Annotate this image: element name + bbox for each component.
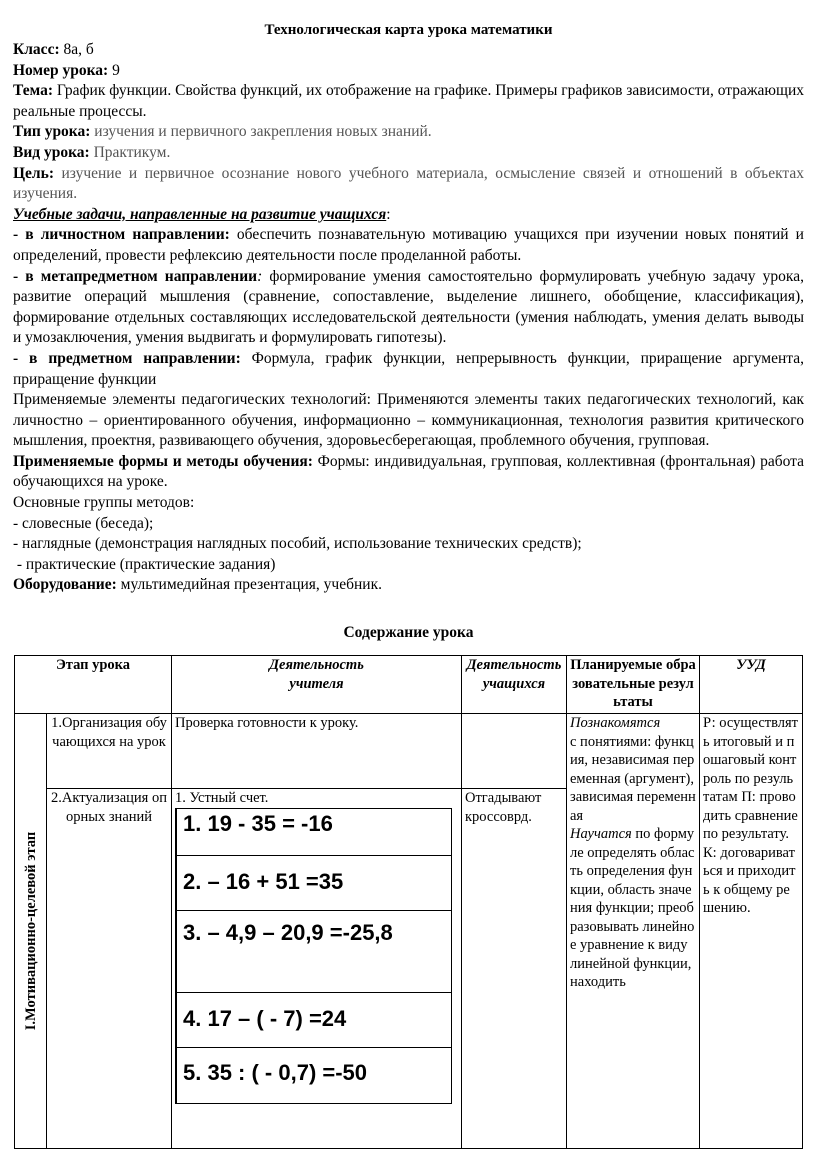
table-row [15, 714, 803, 789]
class-label: Класс: [13, 41, 60, 58]
method-item: - наглядные (демонстрация наглядных пособий, использование технических средств); [13, 535, 582, 553]
stage-2-students: Отгадывают кроссоврд. [462, 789, 567, 1149]
results-cell [567, 714, 700, 1149]
equipment-line [13, 575, 804, 596]
class-line [13, 40, 804, 61]
technologies-paragraph: Применяемые элементы педагогических технологий: Применяются элементы таких педагогических технологий, как личностно – ориентированного обучения, информационно – коммуникационная, технология развития критического мышления, проектня, развивающего обучения, здоровьесберегающая, проблемного обучения, групповая. [13, 391, 804, 450]
tasks-heading-line [13, 205, 804, 226]
forms-line [13, 452, 804, 493]
header-results: Планируемые образовательные результаты [567, 656, 700, 714]
results-text-2: по формуле определять область определения функции, область значения функции; преобразовывать линейное уравнение к виду линейной функции, находить [570, 826, 695, 990]
lesson-kind-value: Практикум. [89, 143, 171, 161]
stage-2-teacher-text: 1. Устный счет. [175, 790, 269, 806]
goal-value: изучение и первичное осознание нового учебного материала, осмысление связей и отношений в объектах изучения. [13, 164, 804, 203]
results-italic-1: Познакомятся [570, 715, 661, 731]
header-uud: УУД [700, 656, 803, 714]
table-header-row [15, 656, 803, 714]
stage-2-cell: 2.Актуализация опорных знаний [47, 789, 172, 1149]
header-teacher: Деятельность учителя [172, 656, 462, 714]
calc-item: 5. 35 : ( - 0,7) =-50 [175, 1048, 452, 1104]
method-item: - практические (практические задания) [13, 555, 276, 573]
equipment-label: Оборудование: [13, 576, 117, 594]
class-value: 8а, б [59, 41, 94, 58]
topic-line [13, 81, 804, 122]
meta-colon: : [257, 267, 263, 285]
stage-2-teacher [172, 789, 462, 1149]
method-item: - словесные (беседа); [13, 514, 154, 532]
header-stage: Этап урока [15, 656, 172, 714]
uud-cell: Р: осуществлять итоговый и пошаговый контроль по результатам П: проводить сравнение по результату. К: договариваться и приходить к общему решению. [700, 714, 803, 1149]
lesson-number-label: Номер урока: [13, 61, 109, 79]
lesson-kind-line [13, 143, 804, 164]
goal-label: Цель: [13, 164, 54, 182]
lesson-number-value: 9 [108, 61, 120, 79]
results-italic-2: Научатся [570, 826, 632, 842]
calc-item: 2. – 16 + 51 =35 [175, 856, 452, 911]
goal-line [13, 164, 804, 205]
equipment-value: мультимедийная презентация, учебник. [116, 576, 382, 594]
results-text-1: с понятиями: функция, независимая переменная (аргумент), зависимая переменная [570, 733, 696, 824]
header-students: Деятельность учащихся [462, 656, 567, 714]
topic-value: График функции. Свойства функций, их отображение на графике. Примеры графиков зависимости, отражающих реальные процессы. [13, 82, 804, 120]
lesson-kind-label: Вид урока: [13, 143, 90, 161]
subject-label: - в предметном направлении: [13, 349, 241, 367]
personal-label: - в личностном направлении: [13, 226, 230, 244]
meta-value: формирование умения самостоятельно формулировать учебную задачу урока, развитие операций мышления (сравнение, сопоставление, выделение лишнего, обобщение, классификация), формирование отдельных составляющих исследовательской деятельности (умения наблюдать, умения делать выводы и умозаключения, умения выдвигать и формулировать гипотезы). [13, 267, 804, 347]
lesson-type-value: изучения и первичного закрепления новых знаний. [90, 123, 432, 141]
calc-item: 4. 17 – ( - 7) =24 [175, 993, 452, 1048]
forms-value: Формы: индивидуальная, групповая, коллективная (фронтальная) работа обучающихся на уроке. [13, 452, 805, 491]
lesson-type-line [13, 122, 804, 143]
methods-intro: Основные группы методов: [13, 494, 195, 512]
stage-1-cell: 1.Организация обучающихся на урок [47, 714, 172, 789]
stage-1-students [462, 714, 567, 789]
forms-label: Применяемые формы и методы обучения: [13, 452, 313, 470]
page-title: Технологическая карта урока математики [264, 22, 553, 38]
oral-calc-list [175, 808, 458, 1104]
calc-item: 3. – 4,9 – 20,9 =-25,8 [175, 911, 452, 993]
vertical-stage-cell [15, 714, 47, 1149]
tasks-heading: Учебные задачи, направленные на развитие учащихся [13, 205, 387, 223]
tasks-colon: : [386, 205, 391, 223]
personal-line [13, 225, 804, 266]
lesson-content-table [14, 655, 803, 1149]
subject-line [13, 349, 804, 390]
vertical-stage-label: I.Мотивационно-целевой этап [22, 831, 39, 1031]
document-page [13, 0, 804, 643]
lesson-number-line [13, 61, 804, 82]
subject-value: Формула, график функции, непрерывность функции, приращение аргумента, приращение функции [13, 349, 804, 388]
personal-value: обеспечить познавательную мотивацию учащихся при изучении новых понятий и определений, провести рефлексию деятельности после проделанной работы. [13, 226, 804, 264]
lesson-type-label: Тип урока: [13, 123, 91, 141]
content-title: Содержание урока [343, 624, 474, 642]
calc-item: 1. 19 - 35 = -16 [175, 808, 452, 856]
meta-line [13, 267, 804, 349]
stage-1-teacher: Проверка готовности к уроку. [172, 714, 462, 789]
meta-label: - в метапредметном направлении [13, 267, 258, 285]
topic-label: Тема: [13, 82, 53, 100]
